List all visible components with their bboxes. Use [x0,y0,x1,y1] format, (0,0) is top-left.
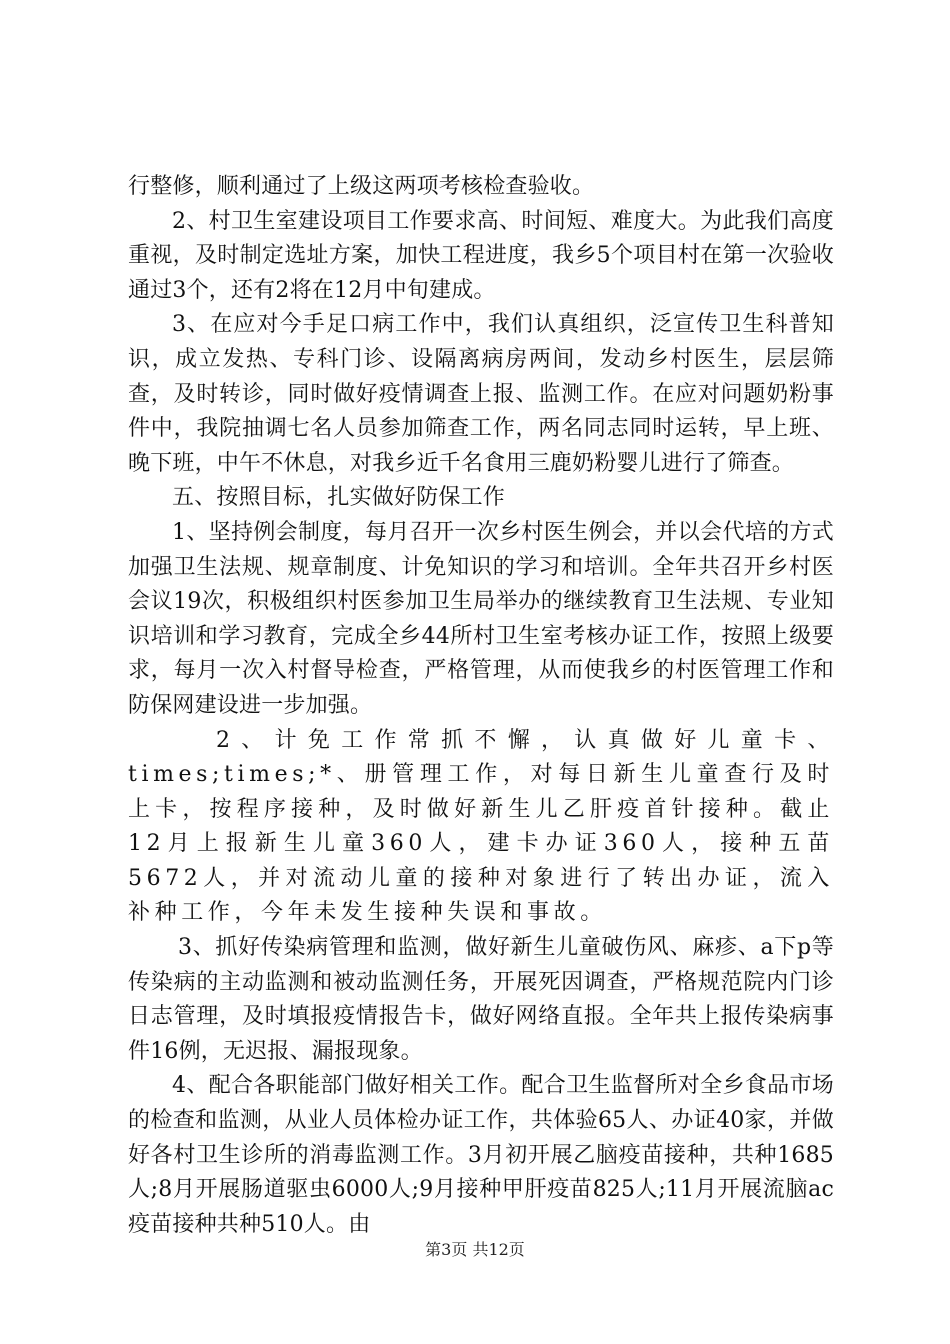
paragraph-infectious-disease-monitoring: 3、抓好传染病管理和监测，做好新生儿童破伤风、麻疹、a下p等传染病的主动监测和被动监测任务，开展死因调查，严格规范院内门诊日志管理，及时填报疫情报告卡，做好网络直报。全年共上报传染病事件16例，无迟报、漏报现象。 [128,935,834,1064]
page-number-footer: 第3页 共12页 [425,1240,525,1259]
paragraph-regular-meetings: 1、坚持例会制度，每月召开一次乡村医生例会，并以会代培的方式加强卫生法规、规章制度、计免知识的学习和培训。全年共召开乡村医会议19次，积极组织村医参加卫生局举办的继续教育卫生法规、专业知识培训和学习教育，完成全乡44所村卫生室考核办证工作，按照上级要求，每月一次入村督导检查，严格管理，从而使我乡的村医管理工作和防保网建设进一步加强。 [128,519,834,718]
paragraph-immunization-work: 2、计免工作常抓不懈，认真做好儿童卡、times;times;*、册管理工作，对每日新生儿童查行及时上卡，按程序接种，及时做好新生儿乙肝疫首针接种。截止12月上报新生儿童360人，建卡办证360人，接种五苗5672人，并对流动儿童的接种对象进行了转出办证，流入补种工作，今年未发生接种失误和事故。 [128,727,834,926]
paragraph-departmental-cooperation: 4、配合各职能部门做好相关工作。配合卫生监督所对全乡食品市场的检查和监测，从业人员体检办证工作，共体验65人、办证40家，并做好各村卫生诊所的消毒监测工作。3月初开展乙脑疫苗接种，共种1685人;8月开展肠道驱虫6000人;9月接种甲肝疫苗825人;11月开展流脑ac疫苗接种共种510人。由 [128,1073,834,1237]
section-heading-epidemic-prevention: 五、按照目标，扎实做好防保工作 [172,485,506,511]
document-body [128,170,834,1242]
paragraph-village-clinic-construction: 2、村卫生室建设项目工作要求高、时间短、难度大。为此我们高度重视，及时制定选址方案，加快工程进度，我乡5个项目村在第一次验收通过3个，还有2将在12月中旬建成。 [128,208,834,303]
paragraph-continuation: 行整修，顺利通过了上级这两项考核检查验收。 [128,174,595,199]
paragraph-hand-foot-mouth-response: 3、在应对今手足口病工作中，我们认真组织，泛宣传卫生科普知识，成立发热、专科门诊、设隔离病房两间，发动乡村医生，层层筛查，及时转诊，同时做好疫情调查上报、监测工作。在应对问题奶粉事件中，我院抽调七名人员参加筛查工作，两名同志同时运转，早上班、晚下班，中午不休息，对我乡近千名食用三鹿奶粉婴儿进行了筛查。 [128,312,834,476]
